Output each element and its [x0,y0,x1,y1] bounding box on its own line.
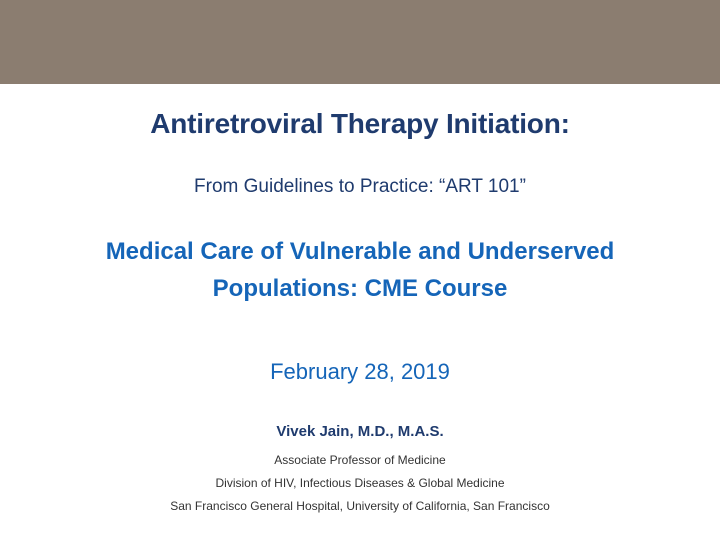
presenter-name: Vivek Jain, M.D., M.A.S. [276,423,444,440]
slide-subtitle: From Guidelines to Practice: “ART 101” [194,176,526,197]
slide-title: Antiretroviral Therapy Initiation: [150,108,570,139]
top-header-band [0,0,720,84]
course-name-line-2: Populations: CME Course [212,275,508,302]
course-name [40,233,680,307]
affiliation-institution: San Francisco General Hospital, University of California, San Francisco [170,499,550,513]
presentation-date: February 28, 2019 [270,359,450,384]
affiliation-division: Division of HIV, Infectious Diseases & Global Medicine [215,476,505,490]
affiliation-title: Associate Professor of Medicine [274,453,446,467]
course-name-line-1: Medical Care of Vulnerable and Underserved [105,238,615,265]
